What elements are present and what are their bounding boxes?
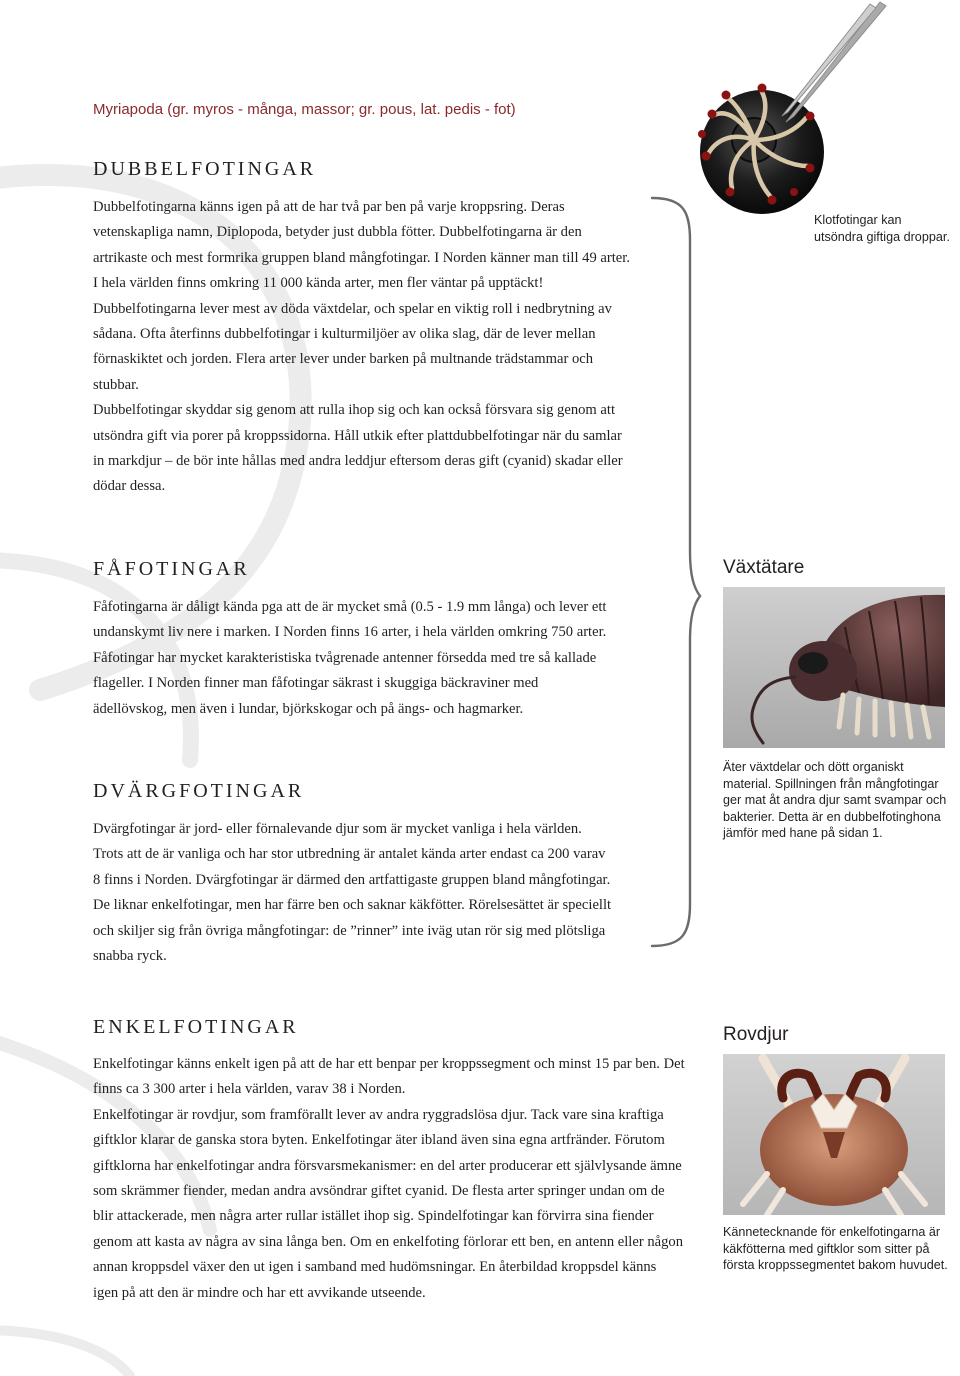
section-title-dubbelfotingar: DUBBELFOTINGAR [93, 158, 317, 180]
centipede-jaws-photo [723, 1054, 945, 1215]
section-title-enkelfotingar: ENKELFOTINGAR [93, 1016, 299, 1038]
caption-klotfotingar: Klotfotingar kan utsöndra giftiga droppar. [814, 213, 950, 244]
section-body-enkelfotingar [93, 1052, 685, 1306]
paragraph: Fåfotingarna är dåligt kända pga att de är mycket små (0.5 - 1.9 mm långa) och lever ett undanskymt liv nere i marken. I Norden finns 16 arter, i hela världen omkring 750 arter. Fåfotingar har mycket karakteristiska tvågrenade antenner försedda med tre så kallade flageller. I Norden finner man fåfotingar säkrast i skuggiga bäckraviner med ädellövskog, men även i lundar, björkskogar och på ängs- och hagmarker. [93, 599, 607, 717]
section-title-fafotingar: FÅFOTINGAR [93, 558, 250, 580]
millipede-head-photo [723, 587, 945, 748]
caption-vaxtatare: Äter växtdelar och dött organiskt material. Spillningen från mångfotingar ger mat åt andra djur samt svampar och bakterier. Detta är en dubbelfotinghona jämför med hane på sidan 1. [723, 760, 947, 841]
sidebar-heading-rovdjur: Rovdjur [723, 1024, 789, 1045]
paragraph: Dvärgfotingar är jord- eller förnalevande djur som är mycket vanliga i hela världen. Trots att de är vanliga och har stor utbredning är antalet kända arter endast ca 200 varav 8 finns i Norden. Dvärgfotingar är därmed den artfattigaste gruppen bland mångfotingar. De liknar enkelfotingar, men har färre ben och saknar käkfötter. Rörelsesättet är speciellt och skiljer sig från övriga mångfotingar: de ”rinner” inte iväg utan rör sig med plötsliga snabba ryck. [93, 821, 612, 965]
caption-rovdjur: Kännetecknande för enkelfotingarna är käkfötterna med giftklor som sitter på första kroppssegmentet bakom huvudet. [723, 1225, 948, 1273]
paragraph: Enkelfotingar är rovdjur, som framförallt lever av andra ryggradslösa djur. Tack vare sina kraftiga giftklor klarar de ganska stora byten. Enkelfotingar äter ibland även sina egna artfränder. Förutom giftklorna har enkelfotingar andra försvarsmekanismer: en del arter producerar ett självlysande ämne som skrämmer fiender, medan andra avsöndrar giftet cyanid. De flesta arter springer undan om de blir attackerade, men några arter rullar istället ihop sig. Spindelfotingar kan förvirra sina fiender genom att kasta av några av sina långa ben. Om en enkelfoting förlorar ett ben, en antenn eller någon annan kroppsdel växer den ut igen i samband med hudömsningar. En återbildad kroppsdel känns igen på att den är mindre och har ett avvikande utseende. [93, 1106, 684, 1301]
paragraph: Dubbelfotingarna lever mest av döda växtdelar, och spelar en viktig roll i nedbrytning av sådana. Ofta återfinns dubbelfotingar i kulturmiljöer av olika slag, där de lever mellan förnaskiktet och jorden. Flera arter lever under barken på multnande trädstammar och stubbar. [93, 300, 612, 393]
section-title-dvargfotingar: DVÄRGFOTINGAR [93, 780, 305, 802]
section-body-dubbelfotingar [93, 195, 633, 500]
paragraph: Enkelfotingar känns enkelt igen på att de har ett benpar per kroppssegment och minst 15 par ben. Det finns ca 3 300 arter i hela världen, varav 38 i Norden. [93, 1056, 685, 1098]
section-body-fafotingar [93, 595, 613, 722]
curly-brace-icon [646, 192, 702, 952]
sidebar-heading-vaxtatare: Växtätare [723, 557, 805, 578]
kicker-subtitle: Myriapoda (gr. myros - många, massor; gr. pous, lat. pedis - fot) [93, 101, 516, 118]
section-body-dvargfotingar [93, 817, 613, 969]
paragraph: Dubbelfotingar skyddar sig genom att rulla ihop sig och kan också försvara sig genom att utsöndra gift via porer på kroppssidorna. Håll utkik efter plattdubbelfotingar när du samlar in markdjur – de bör inte hållas med andra leddjur eftersom deras gift (cyanid) skadar eller dödar dessa. [93, 402, 623, 495]
pill-millipede-tweezers-icon [690, 0, 890, 222]
paragraph: Dubbelfotingarna känns igen på att de har två par ben på varje kroppsring. Deras vetenskapliga namn, Diplopoda, betyder just dubbla fötter. Dubbelfotingarna är den artrikaste och mest formrika gruppen bland mångfotingar. I Norden känner man till 49 arter. I hela världen finns omkring 11 000 kända arter, men fler väntar på upptäckt! [93, 199, 630, 292]
